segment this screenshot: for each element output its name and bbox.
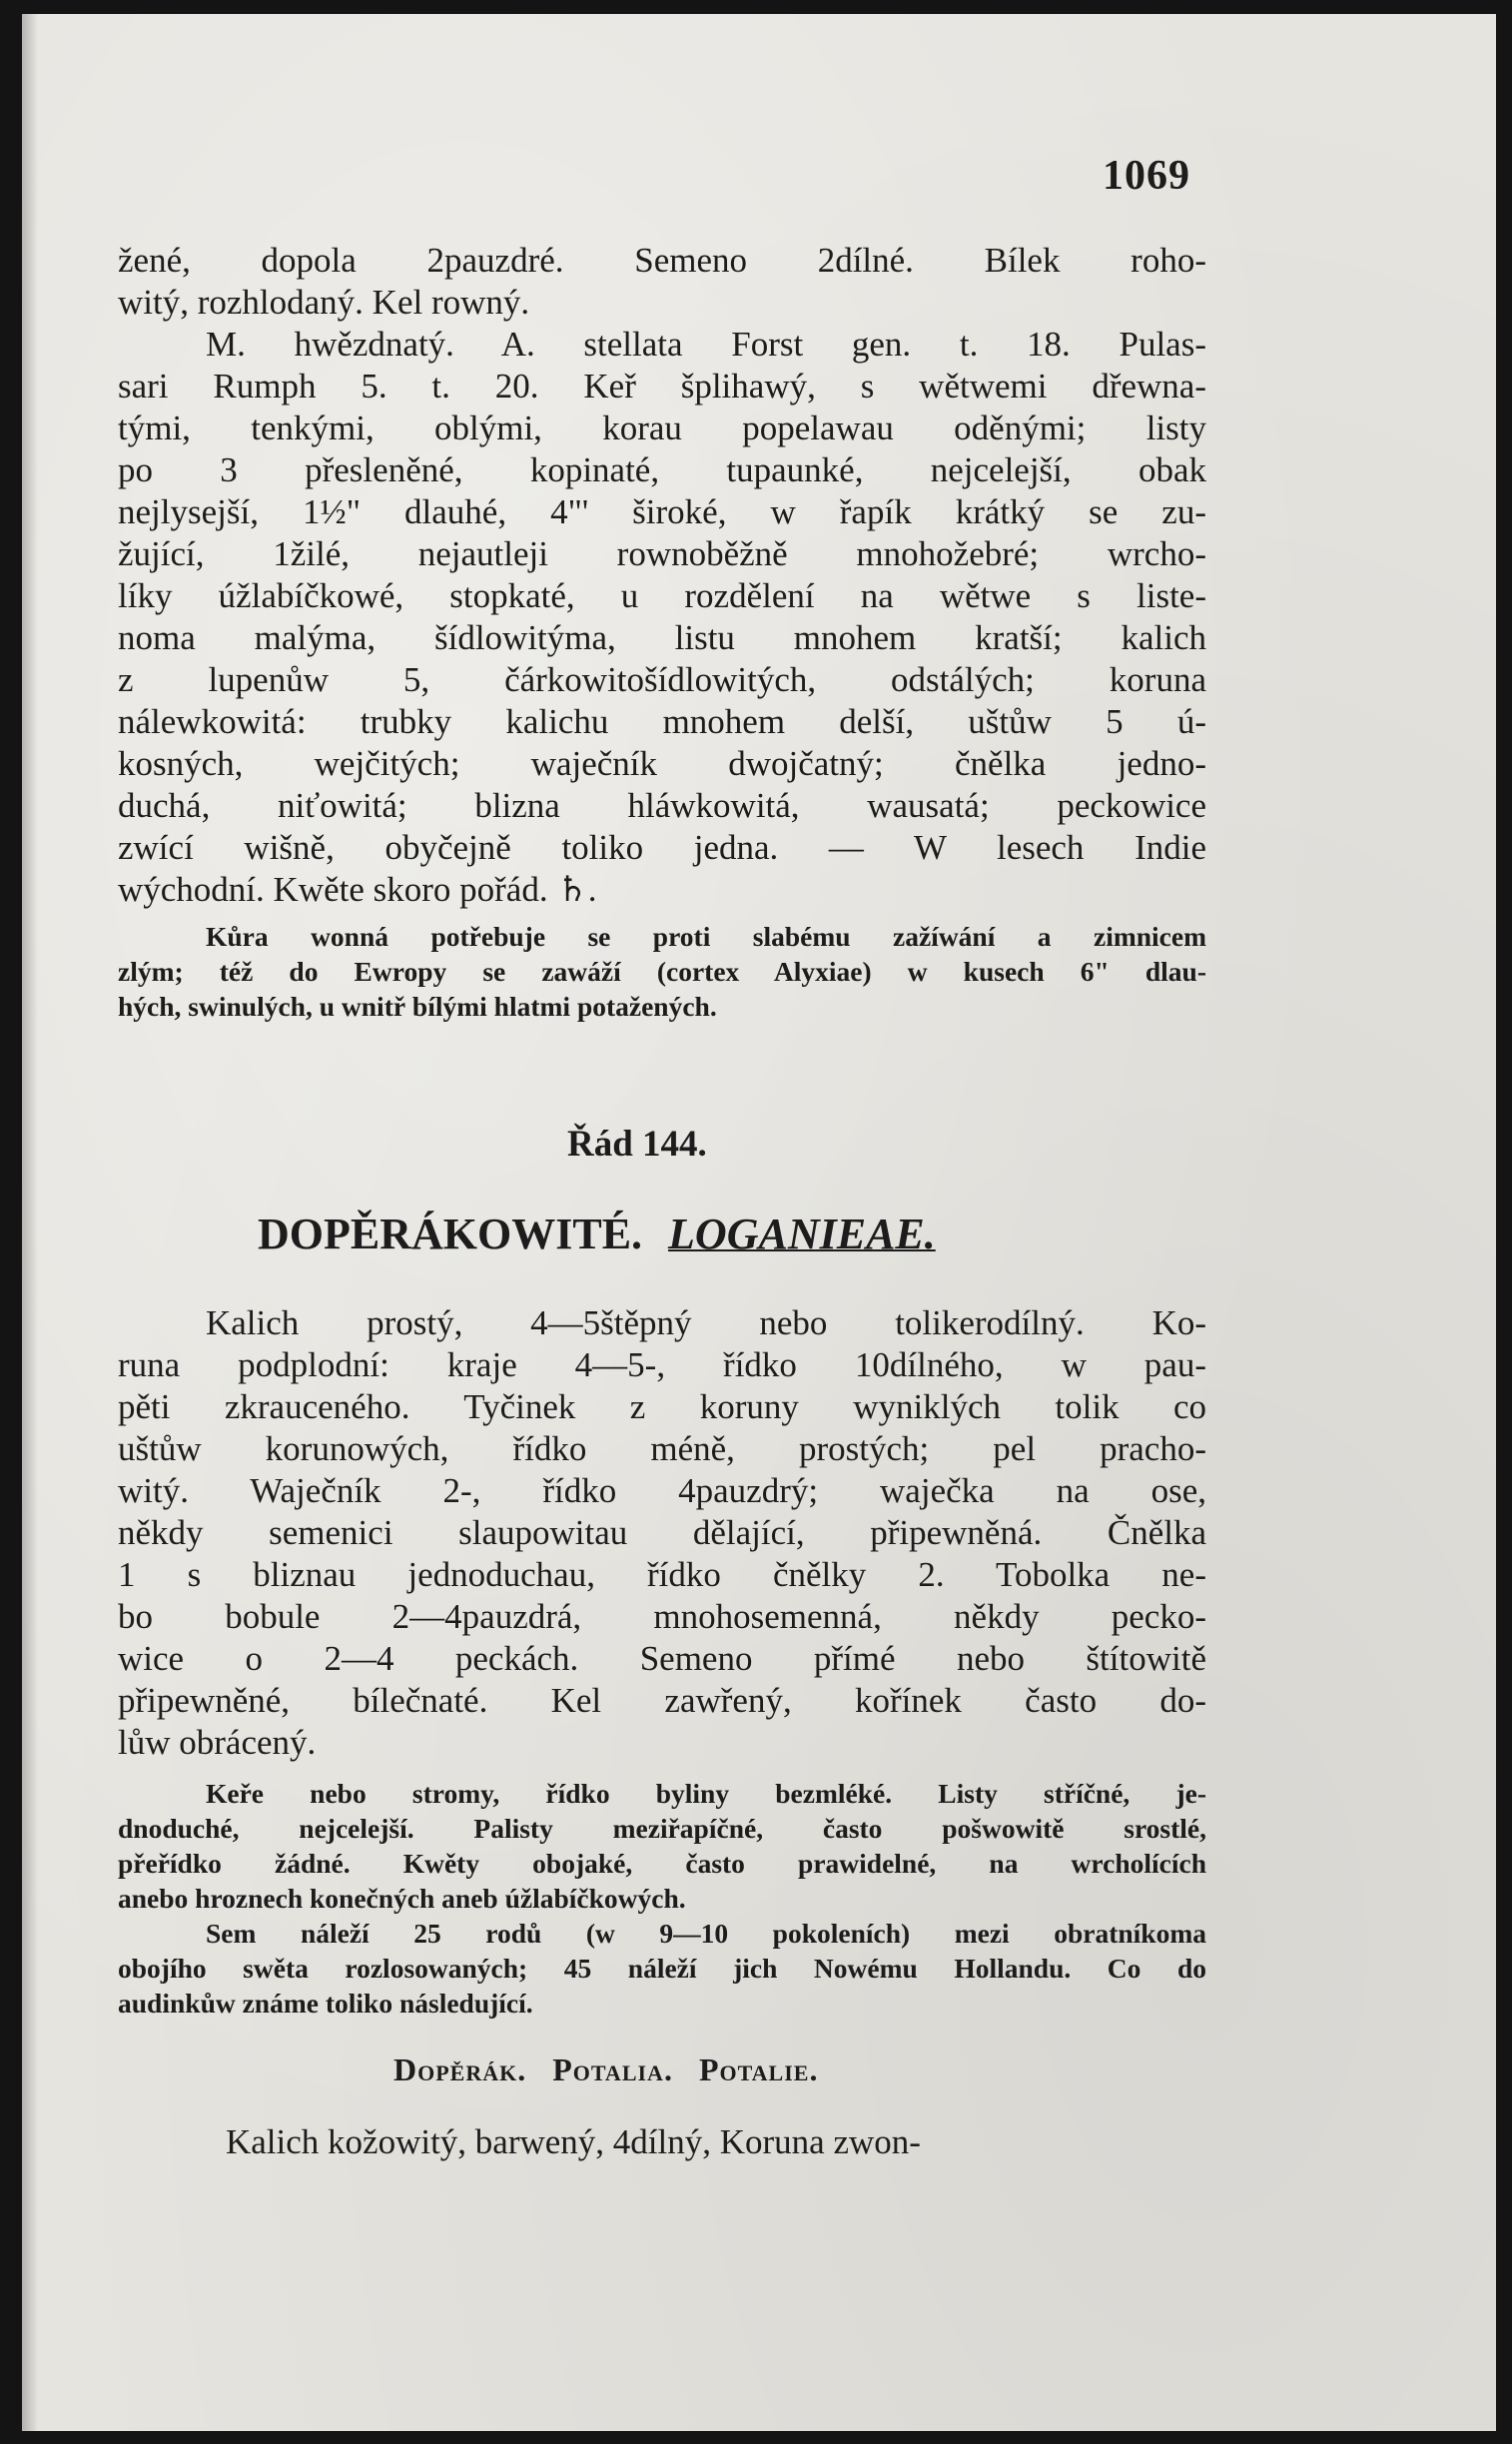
genus-name-czech: Dopěrák. [393,2051,527,2087]
family-name-latin: LOGANIEAE. [668,1210,936,1258]
text-line: 1 s bliznau jednoduchau, řídko čnělky 2. Tobolka ne- [118,1555,1206,1594]
text-line: po 3 přesleněné, kopinaté, tupaunké, nejcelejší, obak [118,450,1206,489]
small-text-line: anebo hroznech konečných aneb úžlabíčkowých. [118,1883,686,1914]
small-note-2 [118,1776,1206,2021]
text-line: připewněné, bílečnaté. Kel zawřený, kořínek často do- [118,1681,1206,1720]
text-line: wýchodní. Kwěte skoro pořád. ♄. [118,870,597,909]
paragraph-2 [118,1302,1206,1764]
text-line: sari Rumph 5. t. 20. Keř šplihawý, s wětwemi dřewna- [118,367,1206,406]
text-line: nejlysejší, 1½" dlauhé, 4"' široké, w řapík krátký se zu- [118,492,1206,531]
small-text-line: audinkůw známe toliko následující. [118,1988,533,2019]
text-line: nálewkowitá: trubky kalichu mnohem delší, uštůw 5 ú- [118,702,1206,741]
small-text-line: hých, swinulých, u wnitř bílými hlatmi potažených. [118,991,717,1022]
small-text-line: přeřídko žádné. Kwěty obojaké, často prawidelné, na wrcholících [118,1848,1206,1879]
text-line: M. hwězdnatý. A. stellata Forst gen. t. 18. Pulas- [206,325,1206,364]
text-line: duchá, niťowitá; blizna hláwkowitá, wausatá; peckowice [118,786,1206,825]
genus-heading [393,2051,844,2088]
page-number: 1069 [1103,153,1190,199]
text-line: žené, dopola 2pauzdré. Semeno 2dílné. Bílek roho- [118,241,1206,280]
ordo-heading: Řád 144. [567,1124,707,1165]
page-gutter-shadow [22,14,38,2431]
text-line: někdy semenici slaupowitau dělající, připewněná. Čnělka [118,1513,1206,1552]
small-text-line: obojího swěta rozlosowaných; 45 náleží jich Nowému Hollandu. Co do [118,1953,1206,1984]
text-line: z lupenůw 5, čárkowitošídlowitých, odstálých; koruna [118,660,1206,699]
text-line: žující, 1žilé, nejautleji rownoběžně mnohožebré; wrcho- [118,534,1206,573]
book-page [22,14,1496,2431]
text-line: lůw obrácený. [118,1723,317,1762]
text-line: wice o 2—4 peckách. Semeno přímé nebo štítowitě [118,1639,1206,1678]
small-text-line: Sem náleží 25 rodů (w 9—10 pokoleních) mezi obratníkoma [206,1918,1206,1949]
text-line: bo bobule 2—4pauzdrá, mnohosemenná, někdy pecko- [118,1597,1206,1636]
small-note-1 [118,919,1206,1024]
text-line: uštůw korunowých, řídko méně, prostých; pel pracho- [118,1429,1206,1468]
small-text-line: zlým; též do Ewropy se zawáží (cortex Alyxiae) w kusech 6" dlau- [118,956,1206,987]
text-line: Kalich kožowitý, barwený, 4dílný, Koruna zwon- [226,2122,921,2161]
paragraph-3 [118,2121,1206,2163]
text-line: Kalich prostý, 4—5štěpný nebo tolikerodílný. Ko- [206,1303,1206,1342]
small-text-line: Kůra wonná potřebuje se proti slabému zažíwání a zimnicem [206,921,1206,952]
text-line: tými, tenkými, oblými, korau popelawau oděnými; listy [118,408,1206,447]
genus-name-latin: Potalia. [552,2051,673,2087]
text-line: líky úžlabíčkowé, stopkaté, u rozdělení na wětwe s liste- [118,576,1206,615]
paragraph-1 [118,240,1206,911]
family-name-czech: DOPĚRÁKOWITÉ. [258,1210,643,1258]
text-line: zwící wišně, obyčejně toliko jedna. — W lesech Indie [118,828,1206,867]
text-line: witý, rozhlodaný. Kel rowný. [118,283,530,322]
small-text-line: Keře nebo stromy, řídko byliny bezmléké. Listy stříčné, je- [206,1778,1206,1809]
text-line: noma malýma, šídlowitýma, listu mnohem kratší; kalich [118,618,1206,657]
text-line: kosných, wejčitých; waječník dwojčatný; čnělka jedno- [118,744,1206,783]
text-line: runa podplodní: kraje 4—5-, řídko 10dílného, w pau- [118,1345,1206,1384]
small-text-line: dnoduché, nejcelejší. Palisty meziřapíčné, často pošwowitě srostlé, [118,1813,1206,1844]
family-heading [258,1209,936,1259]
text-line: witý. Waječník 2-, řídko 4pauzdrý; waječka na ose, [118,1471,1206,1510]
text-line: pěti zkrauceného. Tyčinek z koruny wyniklých tolik co [118,1387,1206,1426]
genus-name-alt: Potalie. [698,2051,819,2087]
